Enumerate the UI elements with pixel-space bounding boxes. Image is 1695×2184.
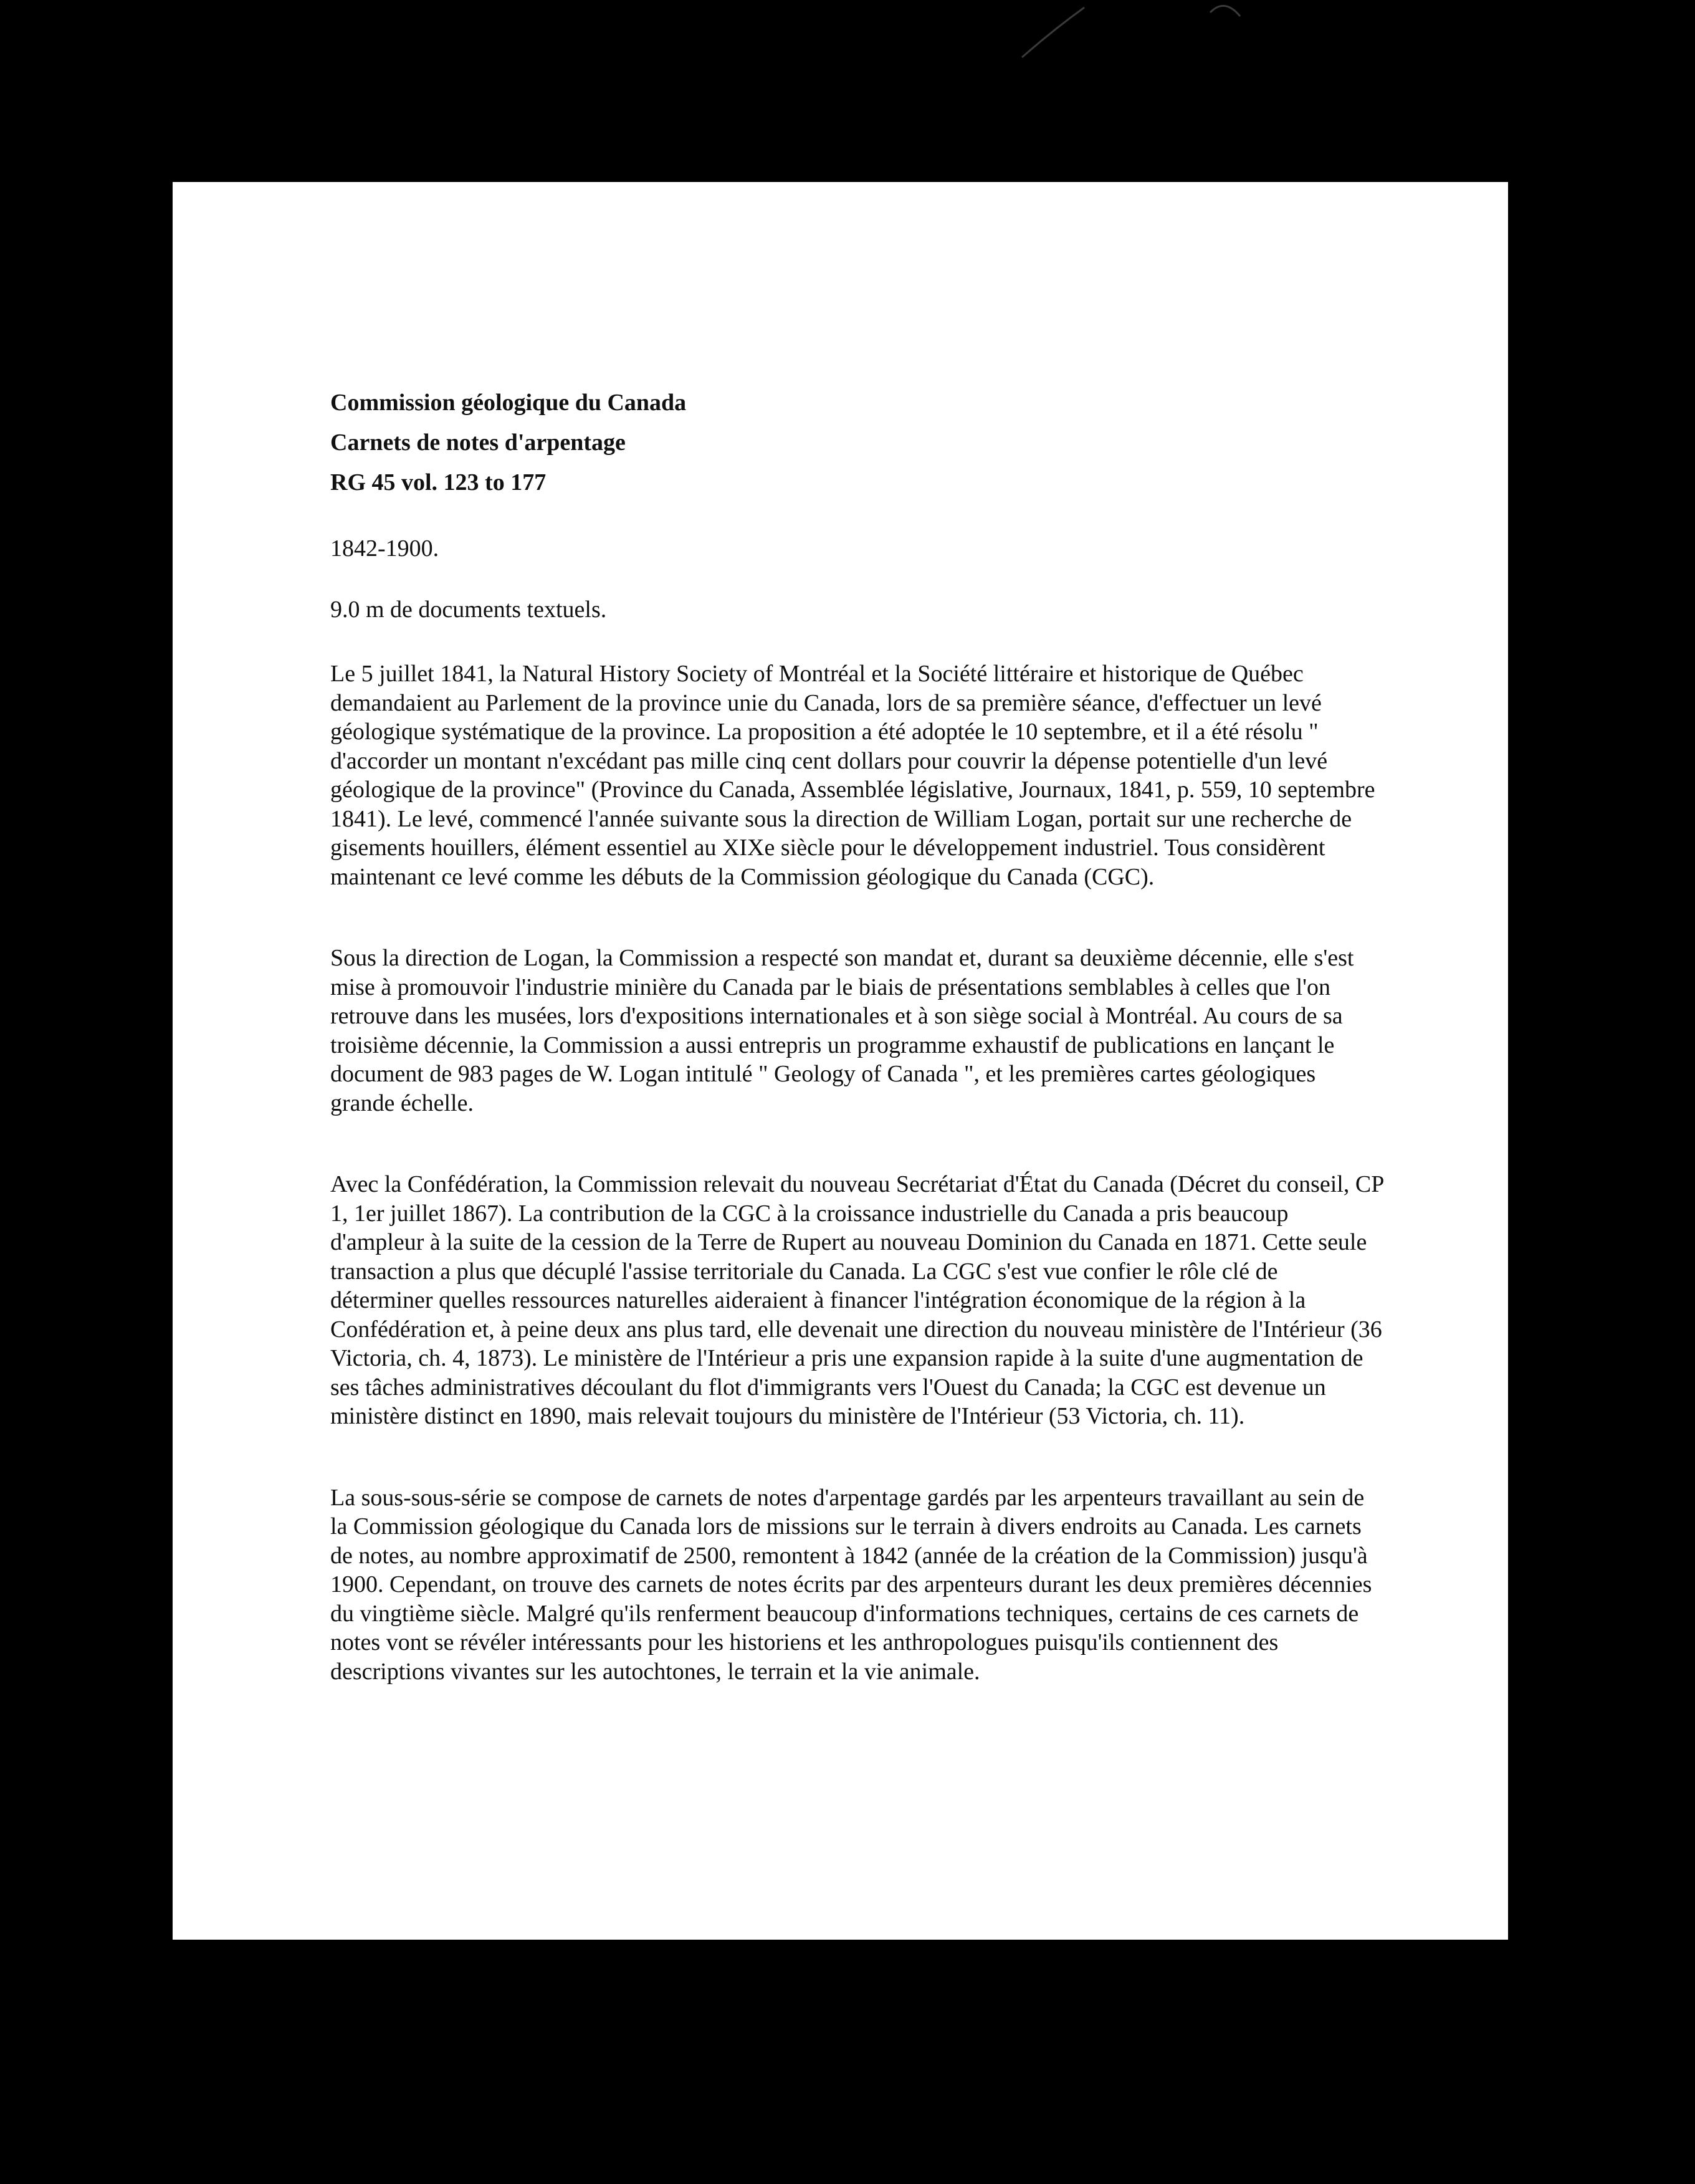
paragraph-logan-direction: Sous la direction de Logan, la Commission a respecté son mandat et, durant sa deuxième décennie, elle s'est mise à promouvoir l'industrie minière du Canada par le biais de présentations semblables à celles que l'on retrouve dans les musées, lors d'expositions internationales et à son siège social à Montréal. Au cours de sa troisième décennie, la Commission a aussi entrepris un programme exhaustif de publications en lançant le document de 983 pages de W. Logan intitulé " Geology of Canada ", et les premières cartes géologiques grande échelle. bbox=[330, 945, 1354, 1116]
date-range: 1842-1900. bbox=[330, 535, 439, 562]
extent-statement: 9.0 m de documents textuels. bbox=[330, 596, 607, 623]
heading-reference: RG 45 vol. 123 to 177 bbox=[330, 469, 547, 496]
paragraph-sub-series-scope: La sous-sous-série se compose de carnets de notes d'arpentage gardés par les arpenteurs travaillant au sein de la Commission géologique du Canada lors de missions sur le terrain à divers endroits au Canada. Les carnets de notes, au nombre approximatif de 2500, remontent à 1842 (année de la création de la Commission) jusqu'à 1900. Cependant, on trouve des carnets de notes écrits par des arpenteurs durant les deux premières décennies du vingtième siècle. Malgré qu'ils renferment beaucoup d'informations techniques, certains de ces carnets de notes vont se révéler intéressants pour les historiens et les anthropologues puisqu'ils contiennent des descriptions vivantes sur les autochtones, le terrain et la vie animale. bbox=[330, 1484, 1372, 1685]
document-page bbox=[173, 182, 1508, 1940]
heading-organization: Commission géologique du Canada bbox=[330, 390, 687, 416]
heading-series-title: Carnets de notes d'arpentage bbox=[330, 429, 626, 456]
document-body bbox=[330, 383, 1383, 1686]
paragraph-history-1841: Le 5 juillet 1841, la Natural History Society of Montréal et la Société littéraire et historique de Québec demandaient au Parlement de la province unie du Canada, lors de sa première séance, d'effectuer un levé géologique systématique de la province. La proposition a été adoptée le 10 septembre, et il a été résolu " d'accorder un montant n'excédant pas mille cinq cent dollars pour couvrir la dépense potentielle d'un levé géologique de la province" (Province du Canada, Assemblée législative, Journaux, 1841, p. 559, 10 septembre 1841). Le levé, commencé l'année suivante sous la direction de William Logan, portait sur une recherche de gisements houillers, élément essentiel au XIXe siècle pour le développement industriel. Tous considèrent maintenant ce levé comme les débuts de la Commission géologique du Canada (CGC). bbox=[330, 661, 1375, 890]
paragraph-confederation: Avec la Confédération, la Commission relevait du nouveau Secrétariat d'État du Canada (Décret du conseil, CP 1, 1er juillet 1867). La contribution de la CGC à la croissance industrielle du Canada a pris beaucoup d'ampleur à la suite de la cession de la Terre de Rupert au nouveau Dominion du Canada en 1871. Cette seule transaction a plus que décuplé l'assise territoriale du Canada. La CGC s'est vue confier le rôle clé de déterminer quelles ressources naturelles aideraient à financer l'intégration économique de la région à la Confédération et, à peine deux ans plus tard, elle devenait une direction du nouveau ministère de l'Intérieur (36 Victoria, ch. 4, 1873). Le ministère de l'Intérieur a pris une expansion rapide à la suite d'une augmentation de ses tâches administratives découlant du flot d'immigrants vers l'Ouest du Canada; la CGC est devenue un ministère distinct en 1890, mais relevait toujours du ministère de l'Intérieur (53 Victoria, ch. 11). bbox=[330, 1171, 1383, 1429]
